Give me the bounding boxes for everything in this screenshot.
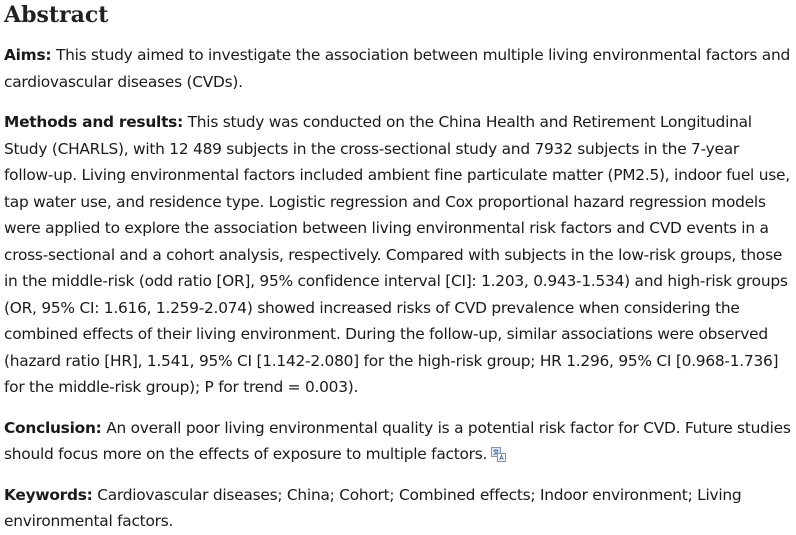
aims-paragraph [4,42,792,95]
abstract-section [4,0,792,535]
conclusion-text: An overall poor living environmental quality is a potential risk factor for CVD. Future studies should focus more on the effects of exposure to multiple factors. [4,418,791,463]
methods-label: Methods and results: [4,113,183,131]
aims-label: Aims: [4,46,52,64]
keywords-label: Keywords: [4,485,93,504]
methods-text: This study was conducted on the China Health and Retirement Longitudinal Study (CHARLS), with 12 489 subjects in the cross-sectional study and 7932 subjects in the 7-year follow-up. Living environmental factors included ambient fine particulate matter (PM2.5), indoor fuel use, tap water use, and residence type. Logistic regression and Cox proportional hazard regression models were applied to explore the association between living environmental risk factors and CVD events in a cross-sectional and a cohort analysis, respectively. Compared with subjects in the low-risk groups, those in the middle-risk (odd ratio [OR], 95% confidence interval [CI]: 1.203, 0.943-1.534) and high-risk groups (OR, 95% CI: 1.616, 1.259-2.074) showed increased risks of CVD prevalence when considering the combined effects of their living environment. During the follow-up, similar associations were observed (hazard ratio [HR], 1.541, 95% CI [1.142-2.080] for the high-risk group; HR 1.296, 95% CI [0.968-1.736] for the middle-risk group); P for trend = 0.003). [4,113,790,396]
conclusion-label: Conclusion: [4,418,102,437]
keywords-text: Cardiovascular diseases; China; Cohort; Combined effects; Indoor environment; Living environmental factors. [4,485,742,530]
methods-paragraph [4,109,792,401]
abstract-heading: Abstract [4,2,109,28]
translate-icon[interactable] [491,444,506,459]
conclusion-paragraph [4,415,792,468]
aims-text: This study aimed to investigate the association between multiple living environmental factors and cardiovascular diseases (CVDs). [4,46,791,91]
